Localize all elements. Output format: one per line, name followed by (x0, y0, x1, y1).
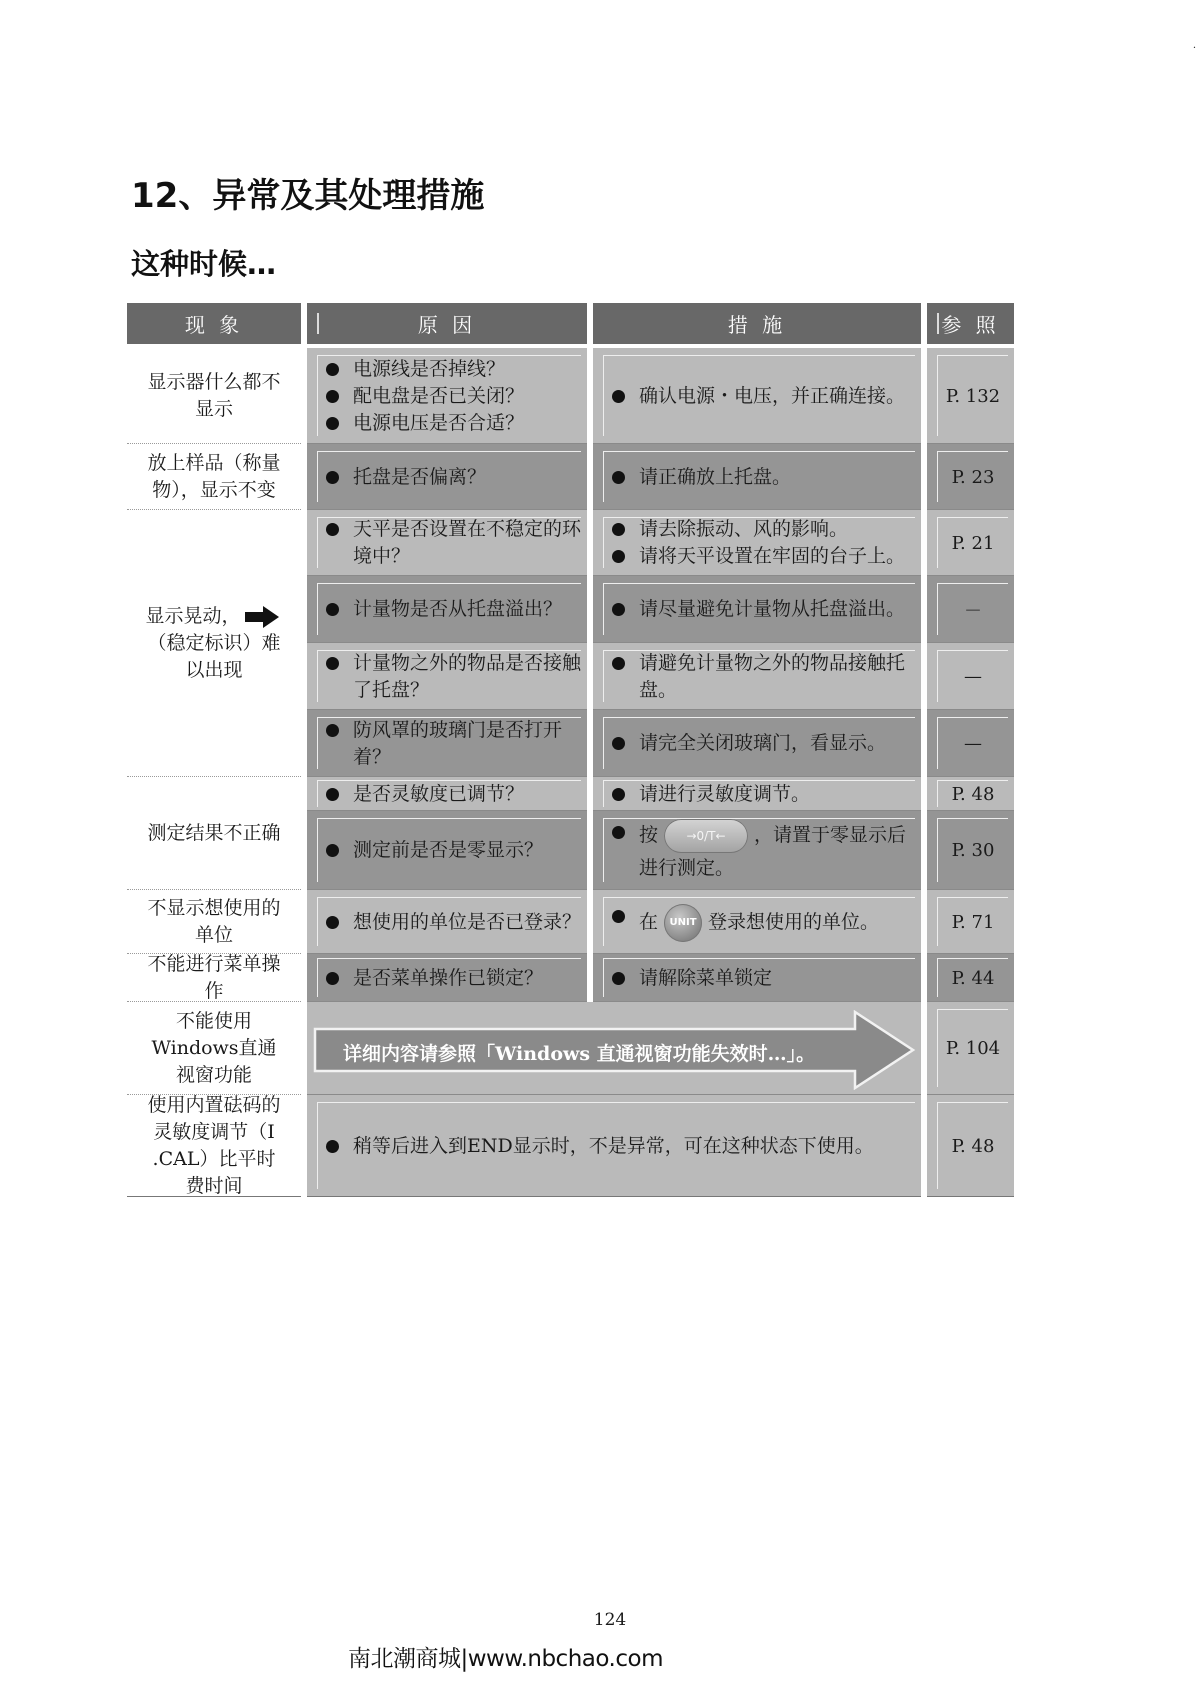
bullet-dot-icon (326, 844, 339, 857)
bullet-dot-icon (326, 417, 339, 430)
action-cell (593, 576, 921, 643)
cause-item: 稍等后进入到END显示时，不是异常，可在这种状态下使用。 (326, 1133, 915, 1160)
header-divider (317, 313, 319, 334)
cause-cell (307, 510, 587, 576)
symptom-unstable-text: 显示晃动，（稳定标识）难以出现 (145, 604, 281, 681)
right-arrow-icon (245, 606, 279, 628)
reference-cell: — (927, 643, 1014, 710)
cause-cell (307, 777, 587, 811)
reference-cell: P. 104 (927, 1002, 1014, 1095)
corner-mark: . (1192, 40, 1196, 51)
reference-cell: P. 48 (927, 1095, 1014, 1197)
cause-item: 防风罩的玻璃门是否打开着？ (326, 717, 581, 771)
bullet-dot-icon (612, 390, 625, 403)
bullet-dot-icon (612, 550, 625, 563)
bullet-dot-icon (612, 523, 625, 536)
bullet-dot-icon (612, 603, 625, 616)
action-cell (593, 643, 921, 710)
bullet-dot-icon (612, 826, 625, 839)
cause-cell (307, 710, 587, 777)
bullet-dot-icon (326, 603, 339, 616)
page-subtitle: 这种时候… (131, 247, 277, 281)
bullet-dot-icon (612, 737, 625, 750)
troubleshooting-table (127, 303, 1087, 1223)
page-number: 124 (593, 1610, 627, 1630)
header-divider (937, 313, 939, 334)
action-cell (593, 444, 921, 510)
action-cell (593, 954, 921, 1002)
windows-banner-text: 详细内容请参照「Windows 直通视窗功能失效时…」。 (343, 1042, 816, 1065)
bullet-dot-icon (326, 788, 339, 801)
bullet-dot-icon (326, 972, 339, 985)
action-item: 请去除振动、风的影响。 (612, 516, 915, 543)
windows-banner (313, 1010, 917, 1094)
bullet-dot-icon (612, 788, 625, 801)
reference-cell: P. 23 (927, 444, 1014, 510)
cause-item: 想使用的单位是否已登录？ (326, 909, 581, 936)
cause-cell (307, 643, 587, 710)
bullet-dot-icon (326, 471, 339, 484)
symptom-unstable (127, 510, 301, 777)
symptom-windows: 不能使用Windows直通视窗功能 (127, 1002, 301, 1095)
cause-item: 测定前是否是零显示？ (326, 837, 581, 864)
cause-item: 配电盘是否已关闭？ (326, 383, 581, 410)
cause-item: 是否灵敏度已调节？ (326, 781, 581, 808)
symptom-incorrect: 测定结果不正确 (127, 777, 301, 890)
action-item: 在 UNIT 登录想使用的单位。 (612, 903, 915, 942)
action-item: 请避免计量物之外的物品接触托盘。 (612, 650, 915, 704)
cause-item: 计量物是否从托盘溢出？ (326, 596, 581, 623)
bullet-dot-icon (612, 657, 625, 670)
reference-cell: P. 71 (927, 890, 1014, 954)
bullet-dot-icon (612, 910, 625, 923)
bullet-dot-icon (612, 471, 625, 484)
action-item: 请将天平设置在牢固的台子上。 (612, 543, 915, 570)
cause-item: 托盘是否偏离？ (326, 464, 581, 491)
header-symptom: 现 象 (127, 303, 301, 344)
symptom-menu-locked: 不能进行菜单操作 (127, 954, 301, 1002)
action-item: 请尽量避免计量物从托盘溢出。 (612, 596, 915, 623)
symptom-no-change: 放上样品（称量物），显示不变 (127, 444, 301, 510)
symptom-no-display: 显示器什么都不显示 (127, 348, 301, 444)
action-cell (593, 348, 921, 444)
action-cell (593, 510, 921, 576)
symptom-ical: 使用内置砝码的灵敏度调节（I .CAL）比平时费时间 (127, 1095, 301, 1197)
cause-cell (307, 1095, 921, 1197)
cause-item: 天平是否设置在不稳定的环境中？ (326, 516, 581, 570)
bullet-dot-icon (612, 972, 625, 985)
bullet-dot-icon (326, 657, 339, 670)
cause-cell (307, 890, 587, 954)
action-item: 请解除菜单锁定 (612, 965, 915, 992)
cause-item: 计量物之外的物品是否接触了托盘？ (326, 650, 581, 704)
zero-tare-key: →0/T← (664, 819, 748, 853)
symptom-unit-missing: 不显示想使用的单位 (127, 890, 301, 954)
action-item: 请完全关闭玻璃门，看显示。 (612, 730, 915, 757)
cause-item: 电源电压是否合适？ (326, 410, 581, 437)
bullet-dot-icon (326, 390, 339, 403)
action-item: 请正确放上托盘。 (612, 464, 915, 491)
reference-cell: P. 132 (927, 348, 1014, 444)
cause-item: 是否菜单操作已锁定？ (326, 965, 581, 992)
reference-cell: P. 44 (927, 954, 1014, 1002)
action-cell (593, 710, 921, 777)
action-item: 确认电源・电压，并正确连接。 (612, 383, 915, 410)
reference-cell: P. 21 (927, 510, 1014, 576)
cause-item: 电源线是否掉线？ (326, 356, 581, 383)
header-reference: 参 照 (927, 303, 1014, 344)
footer-watermark: 南北潮商城|www.nbchao.com (348, 1646, 663, 1672)
bullet-dot-icon (326, 724, 339, 737)
reference-cell: — (927, 710, 1014, 777)
cause-cell (307, 444, 587, 510)
action-cell (593, 777, 921, 811)
cause-cell (307, 811, 587, 890)
reference-cell: P. 48 (927, 777, 1014, 811)
cause-cell (307, 348, 587, 444)
windows-banner-cell (307, 1002, 921, 1095)
action-cell (593, 890, 921, 954)
reference-cell: － (927, 576, 1014, 643)
unit-key: UNIT (664, 904, 702, 942)
action-item: 请进行灵敏度调节。 (612, 781, 915, 808)
bullet-dot-icon (326, 916, 339, 929)
bullet-dot-icon (326, 1140, 339, 1153)
reference-cell: P. 30 (927, 811, 1014, 890)
header-cause: 原 因 (307, 303, 587, 344)
cause-cell (307, 576, 587, 643)
cause-cell (307, 954, 587, 1002)
header-action: 措 施 (593, 303, 921, 344)
bullet-dot-icon (326, 363, 339, 376)
page-title: 12、异常及其处理措施 (131, 176, 485, 216)
action-cell (593, 811, 921, 890)
bullet-dot-icon (326, 523, 339, 536)
action-item: 按 →0/T← ，请置于零显示后进行测定。 (612, 819, 915, 883)
